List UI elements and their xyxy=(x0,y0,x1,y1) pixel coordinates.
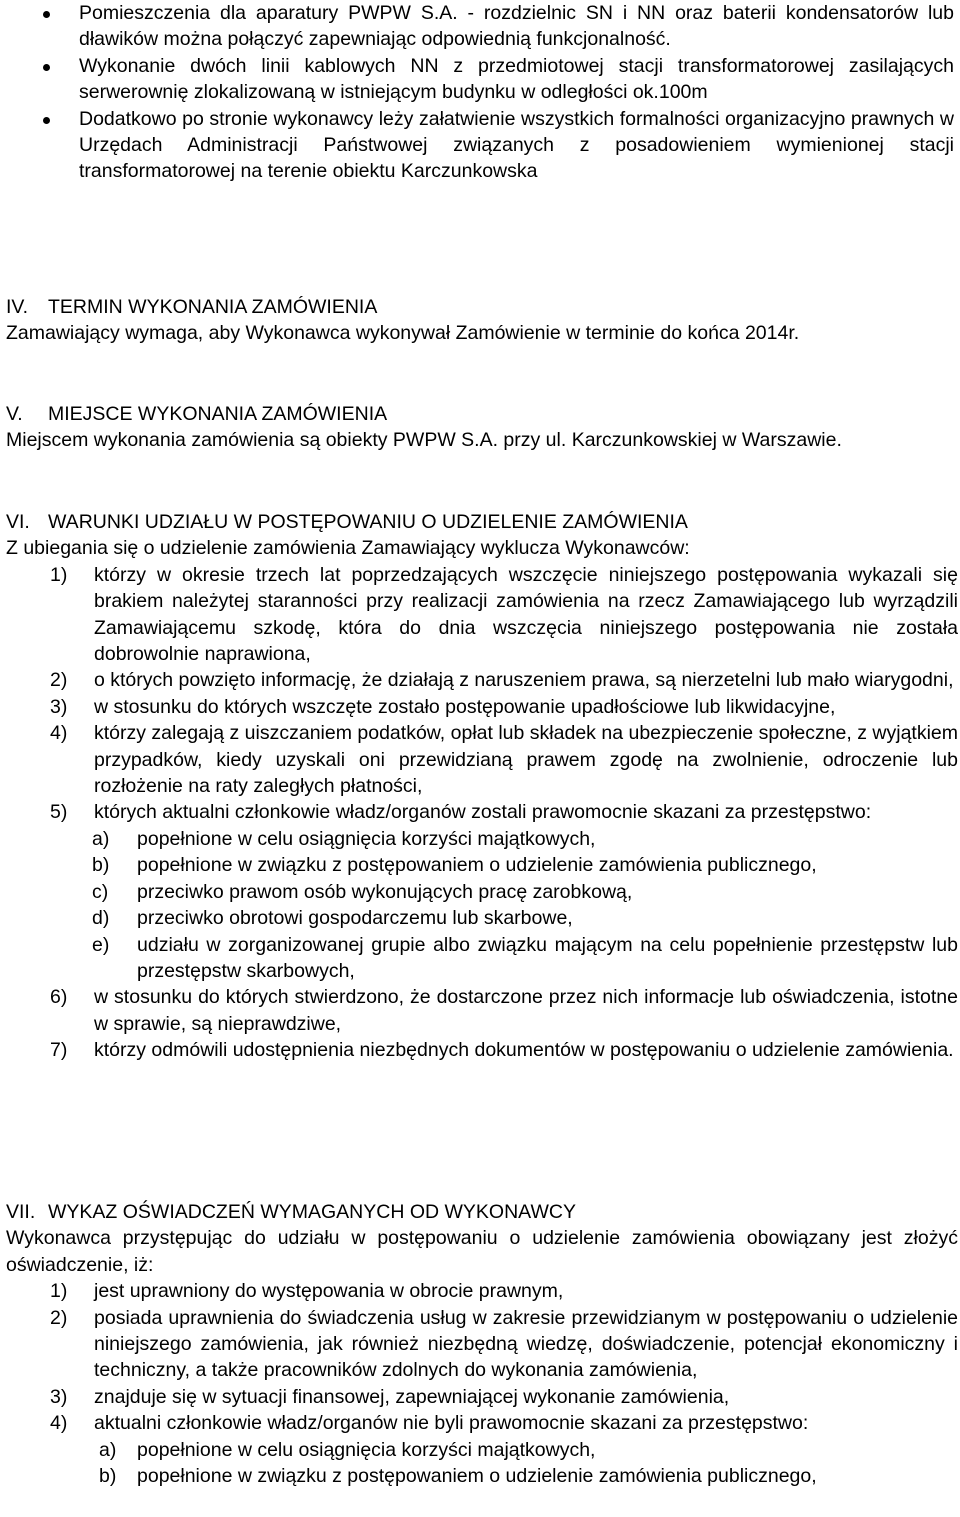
list-item xyxy=(6,720,958,799)
list-item xyxy=(6,984,958,1037)
list-item xyxy=(6,667,958,693)
section-v-heading xyxy=(6,401,958,427)
section-iv-text: Zamawiający wymaga, aby Wykonawca wykonywał Zamówienie w terminie do końca 2014r. xyxy=(6,322,800,345)
section-number: VI. xyxy=(6,511,30,533)
section-title: MIEJSCE WYKONANIA ZAMÓWIENIA xyxy=(48,403,388,425)
section-title: WARUNKI UDZIAŁU W POSTĘPOWANIU O UDZIELENIE ZAMÓWIENIA xyxy=(48,511,688,533)
list-item xyxy=(6,1384,958,1410)
list-item xyxy=(6,1305,958,1384)
sub-list-text: przeciwko prawom osób wykonujących pracę zarobkową, xyxy=(137,880,633,903)
list-number: 2) xyxy=(50,1306,68,1329)
list-text: o których powzięto informację, że działają z naruszeniem prawa, są nierzetelni lub mało wiarygodni, xyxy=(94,669,954,692)
list-text: aktualni członkowie władz/organów nie byli prawomocnie skazani za przestępstwo: xyxy=(94,1412,809,1435)
section-number: V. xyxy=(6,403,23,425)
sub-list-item xyxy=(6,879,958,905)
list-text: którzy w okresie trzech lat poprzedzających wszczęcie niniejszego postępowania wykazali się brakiem należytej staranności przy realizacji zamówienia na rzecz Zamawiającego lub wyrządzili Zamawiającemu szkodę, która do dnia wszczęcia niniejszego postępowania nie została dobrowolnie naprawiona, xyxy=(94,563,958,666)
list-text: którzy odmówili udostępnienia niezbędnych dokumentów w postępowaniu o udzielenie zamówienia. xyxy=(94,1039,954,1062)
list-text: posiada uprawnienia do świadczenia usług w zakresie przewidzianym w postępowaniu o udzielenie niniejszego zamówienia, jak również niezbędną wiedzę, doświadczenie, potencjał ekonomiczny i techniczny, a także pracowników zdolnych do wykonania zamówienia, xyxy=(94,1306,958,1382)
section-title: TERMIN WYKONANIA ZAMÓWIENIA xyxy=(48,296,378,318)
section-v-text: Miejscem wykonania zamówienia są obiekty PWPW S.A. przy ul. Karczunkowskiej w Warszawie. xyxy=(6,429,842,452)
sub-list-letter: b) xyxy=(92,854,110,877)
sub-list-letter: b) xyxy=(99,1465,117,1488)
list-number: 4) xyxy=(50,1412,68,1435)
section-iv xyxy=(6,294,958,347)
list-number: 7) xyxy=(50,1039,68,1062)
sub-list-item xyxy=(6,905,958,931)
section-vi xyxy=(6,509,958,1064)
list-item xyxy=(6,1410,958,1436)
list-item xyxy=(6,799,958,825)
sub-list-item xyxy=(6,932,958,985)
list-text: w stosunku do których wszczęte zostało postępowanie upadłościowe lub likwidacyjne, xyxy=(94,695,836,718)
sub-list-text: popełnione w celu osiągnięcia korzyści majątkowych, xyxy=(137,1438,596,1461)
list-item xyxy=(6,694,958,720)
list-number: 1) xyxy=(50,563,68,586)
bullet-text: Pomieszczenia dla aparatury PWPW S.A. - rozdzielnic SN i NN oraz baterii kondensatorów lub dławików można połączyć zapewniając odpowiednią funkcjonalność. xyxy=(79,2,954,51)
section-title: WYKAZ OŚWIADCZEŃ WYMAGANYCH OD WYKONAWCY xyxy=(48,1201,576,1223)
list-number: 6) xyxy=(50,986,68,1009)
section-number: VII. xyxy=(6,1201,36,1223)
section-vi-heading xyxy=(6,509,958,535)
section-vii-heading xyxy=(6,1199,958,1225)
list-text: jest uprawniony do występowania w obrocie prawnym, xyxy=(94,1280,564,1303)
sub-list-letter: e) xyxy=(92,933,110,956)
sub-list-letter: a) xyxy=(92,827,110,850)
sub-list-letter: a) xyxy=(99,1438,117,1461)
list-item xyxy=(6,562,958,668)
sub-list-item xyxy=(6,1437,958,1463)
list-number: 1) xyxy=(50,1280,68,1303)
bullet-dot-icon xyxy=(43,64,50,71)
list-number: 3) xyxy=(50,1385,68,1408)
sub-list-text: przeciwko obrotowi gospodarczemu lub skarbowe, xyxy=(137,907,573,930)
bullet-text: Dodatkowo po stronie wykonawcy leży załatwienie wszystkich formalności organizacyjno prawnych w Urzędach Administracji Państwowej związanych z posadowieniem wymienionej stacji transformatorowej na terenie obiektu Karczunkowska xyxy=(79,107,954,183)
list-text: w stosunku do których stwierdzono, że dostarczone przez nich informacje lub oświadczenia, istotne w sprawie, są nieprawdziwe, xyxy=(94,986,958,1035)
sub-list-text: popełnione w związku z postępowaniem o udzielenie zamówienia publicznego, xyxy=(137,1465,817,1488)
list-item xyxy=(6,1037,958,1063)
list-number: 2) xyxy=(50,669,68,692)
exclusion-list xyxy=(6,562,958,1064)
bullet-dot-icon xyxy=(43,11,50,18)
section-vii xyxy=(6,1199,958,1489)
list-text: znajduje się w sytuacji finansowej, zapewniającej wykonanie zamówienia, xyxy=(94,1385,730,1408)
sub-list-text: udziału w zorganizowanej grupie albo związku mającym na celu popełnienie przestępstw lub przestępstw skarbowych, xyxy=(137,933,958,982)
bullet-item xyxy=(0,0,960,53)
declaration-list xyxy=(6,1278,958,1489)
section-vii-intro: Wykonawca przystępując do udziału w postępowaniu o udzielenie zamówienia obowiązany jest złożyć oświadczenie, iż: xyxy=(6,1227,958,1276)
section-v xyxy=(6,401,958,454)
sub-list-item xyxy=(6,826,958,852)
section-number: IV. xyxy=(6,296,29,318)
sub-list-text: popełnione w związku z postępowaniem o udzielenie zamówienia publicznego, xyxy=(137,854,817,877)
list-text: których aktualni członkowie władz/organów zostali prawomocnie skazani za przestępstwo: xyxy=(94,801,872,824)
section-iv-heading xyxy=(6,294,958,320)
bullet-text: Wykonanie dwóch linii kablowych NN z przedmiotowej stacji transformatorowej zasilających serwerownię zlokalizowaną w istniejącym budynku w odległości ok.100m xyxy=(79,54,954,104)
list-item xyxy=(6,1278,958,1304)
list-number: 5) xyxy=(50,801,68,824)
sub-list-letter: c) xyxy=(92,880,109,903)
bullet-dot-icon xyxy=(43,117,50,124)
sub-list-text: popełnione w celu osiągnięcia korzyści majątkowych, xyxy=(137,827,596,850)
list-number: 3) xyxy=(50,695,68,718)
sub-list-letter: d) xyxy=(92,907,110,930)
bullet-item xyxy=(0,53,960,106)
list-text: którzy zalegają z uiszczaniem podatków, opłat lub składek na ubezpieczenie społeczne, z wyjątkiem przypadków, kiedy uzyskali oni przewidzianą prawem zgodę na zwolnienie, odroczenie lub rozłożenie na raty zaległych płatności, xyxy=(94,722,958,798)
sub-list-item xyxy=(6,1463,958,1489)
sub-list-item xyxy=(6,852,958,878)
bullet-list xyxy=(0,0,960,185)
bullet-item xyxy=(0,106,960,185)
list-number: 4) xyxy=(50,722,68,745)
section-vi-intro: Z ubiegania się o udzielenie zamówienia Zamawiający wyklucza Wykonawców: xyxy=(6,537,690,560)
